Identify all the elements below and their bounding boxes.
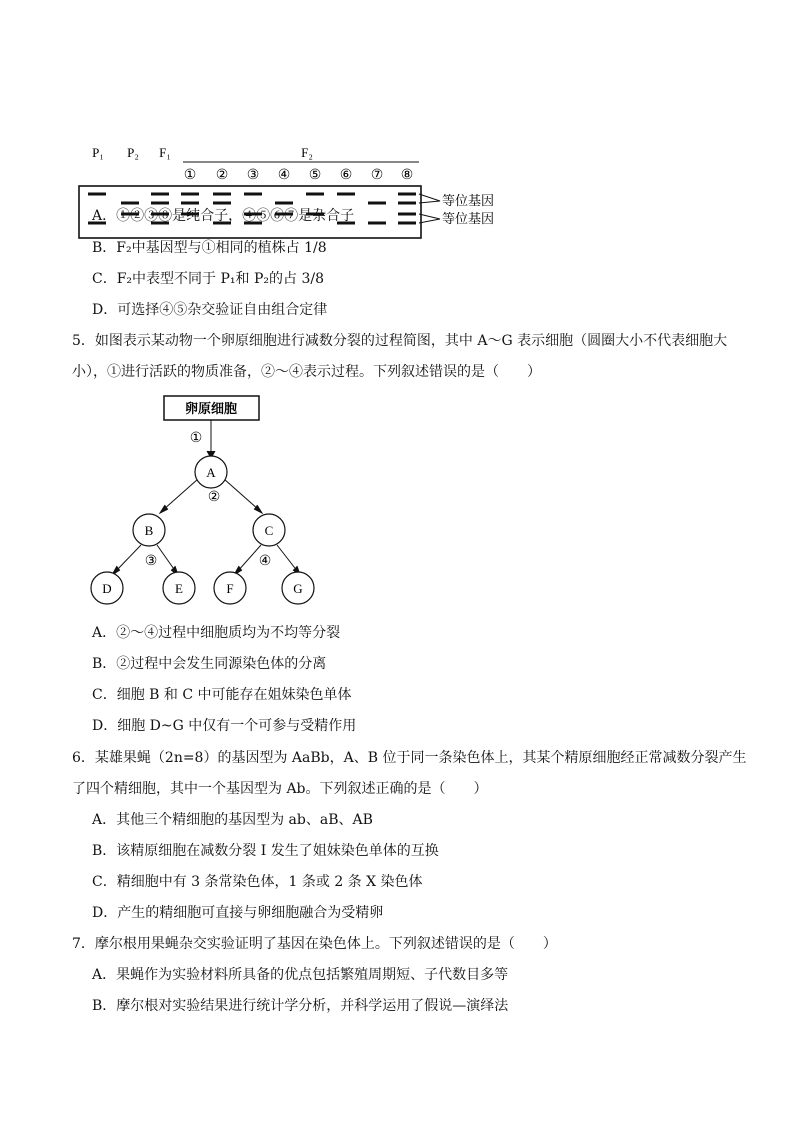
oogonium-label: 卵原细胞 [184, 401, 238, 416]
cell-b-label: B [144, 523, 154, 538]
q5-option-d: D．细胞 D~G 中仅有一个可参与受精作用 [92, 718, 357, 734]
cell-d-label: D [102, 581, 112, 596]
f2-label: F₂ [301, 145, 313, 160]
q5-stem-line2: 小），①进行活跃的物质准备，②～④表示过程。下列叙述错误的是（ ） [72, 364, 541, 380]
step-1-label: ① [189, 431, 203, 446]
step-4-label: ④ [258, 554, 272, 569]
q6-option-d: D．产生的精细胞可直接与卵细胞融合为受精卵 [92, 905, 384, 921]
lane-label-p1: P₁ [92, 145, 104, 160]
lane-label-f1: F₁ [159, 145, 171, 160]
cell-f-label: F [226, 581, 234, 596]
q6-stem-line2: 了四个精细胞，其中一个基因型为 Ab。下列叙述正确的是（ ） [72, 781, 488, 797]
q4-option-c: C．F₂中表型不同于 P₁和 P₂的占 3/8 [92, 271, 324, 287]
q5-option-a: A．②～④过程中细胞质均为不均等分裂 [92, 625, 341, 641]
cell-g-label: G [293, 581, 303, 596]
q4-option-a: A．①②③⑧是纯合子，④⑤⑥⑦是杂合子 [92, 208, 355, 224]
gel-figure [0, 90, 794, 290]
q4-option-d: D．可选择④⑤杂交验证自由组合定律 [92, 302, 328, 318]
step-2-label: ② [207, 490, 221, 505]
meiosis-diagram [0, 390, 794, 620]
q5-stem-line1: 5．如图表示某动物一个卵原细胞进行减数分裂的过程简图，其中 A～G 表示细胞（圆圈大小不代表细胞大 [72, 333, 728, 349]
lane-label-2: ② [215, 168, 229, 183]
lane-label-p2: P₂ [127, 145, 139, 160]
lane-label-4: ④ [277, 168, 291, 183]
q7-option-b: B．摩尔根对实验结果进行统计学分析，并科学运用了假说—演绎法 [92, 998, 509, 1014]
lane-label-8: ⑧ [400, 168, 414, 183]
q7-stem: 7．摩尔根用果蝇杂交实验证明了基因在染色体上。下列叙述错误的是（ ） [72, 936, 557, 952]
lane-label-7: ⑦ [370, 168, 384, 183]
q7-option-a: A．果蝇作为实验材料所具备的优点包括繁殖周期短、子代数目多等 [92, 967, 509, 983]
lane-label-1: ① [183, 168, 197, 183]
q5-option-b: B．②过程中会发生同源染色体的分离 [92, 656, 327, 672]
allele-label-1: 等位基因 [442, 193, 495, 208]
q6-option-c: C．精细胞中有 3 条常染色体，1 条或 2 条 X 染色体 [92, 874, 423, 890]
q6-option-b: B．该精原细胞在减数分裂 I 发生了姐妹染色单体的互换 [92, 843, 439, 859]
cell-a-label: A [206, 465, 216, 480]
cell-e-label: E [175, 581, 183, 596]
lane-label-3: ③ [246, 168, 260, 183]
q6-option-a: A．其他三个精细胞的基因型为 ab、aB、AB [92, 812, 373, 828]
cell-c-label: C [264, 523, 274, 538]
allele-pointers [419, 194, 440, 223]
q5-option-c: C．细胞 B 和 C 中可能存在姐妹染色单体 [92, 687, 352, 703]
lane-label-6: ⑥ [339, 168, 353, 183]
lane-label-5: ⑤ [308, 168, 322, 183]
q4-option-b: B．F₂中基因型与①相同的植株占 1/8 [92, 240, 327, 256]
q6-stem-line1: 6．某雄果蝇（2n=8）的基因型为 AaBb，A、B 位于同一条染色体上，其某个精原细胞经正常减数分裂产生 [72, 750, 747, 766]
step-3-label: ③ [144, 554, 158, 569]
allele-label-2: 等位基因 [442, 211, 495, 226]
